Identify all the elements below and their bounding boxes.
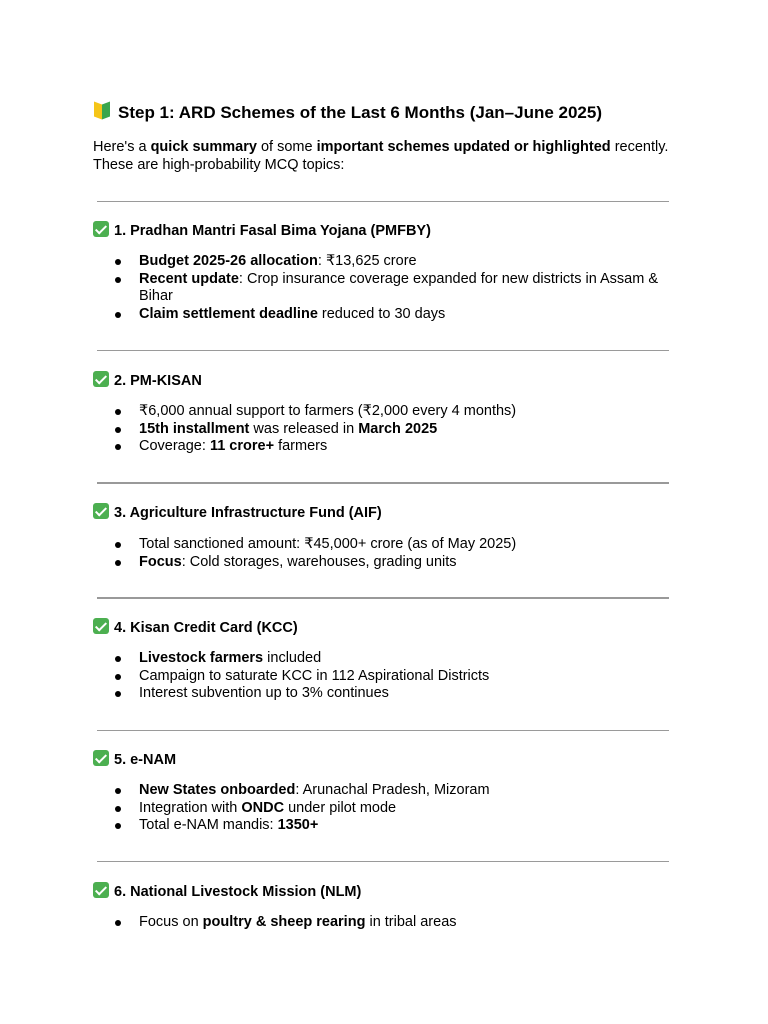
section-heading-pmfby (93, 221, 431, 240)
section-heading-kcc (93, 618, 298, 637)
item-bold: Focus (139, 553, 182, 570)
item-text: included (263, 650, 322, 666)
list-item (115, 536, 675, 554)
check-mark-button-icon (93, 750, 109, 766)
section-title: 6. National Livestock Mission (NLM) (114, 884, 362, 900)
list-item (115, 271, 675, 306)
section-heading-aif (93, 503, 382, 522)
item-text: Total e-NAM mandis: (139, 817, 278, 833)
list-item (115, 438, 675, 456)
item-bold: ONDC (241, 799, 285, 816)
item-text: Campaign to saturate KCC in 112 Aspirational Districts (139, 667, 490, 684)
intro-bold: quick summary (150, 139, 257, 155)
item-text: Integration with (139, 799, 242, 816)
list-item (115, 306, 675, 324)
list-item (115, 554, 675, 572)
divider (97, 350, 669, 351)
section-heading-nlm (93, 882, 361, 901)
item-text: : Arunachal Pradesh, Mizoram (295, 782, 490, 798)
list-item (115, 800, 675, 818)
check-mark-button-icon (93, 618, 109, 634)
page-title (93, 102, 602, 124)
divider (97, 201, 669, 202)
check-mark-button-icon (93, 371, 109, 387)
intro-text: of some (256, 139, 317, 155)
section-title: 2. PM-KISAN (114, 373, 202, 389)
section-title: 4. Kisan Credit Card (KCC) (114, 620, 298, 636)
page-title-text: Step 1: ARD Schemes of the Last 6 Months (Jan–June 2025) (118, 103, 602, 122)
section-title: 1. Pradhan Mantri Fasal Bima Yojana (PMFBY) (114, 223, 431, 239)
divider (97, 597, 669, 599)
intro-text: These are high-probability MCQ topics: (93, 156, 345, 173)
item-text: : ₹13,625 crore (317, 253, 417, 269)
item-bold: Claim settlement deadline (139, 305, 318, 322)
item-bold: 15th installment (139, 420, 250, 437)
intro-bold: important schemes updated or highlighted (316, 139, 611, 155)
item-text: in tribal areas (365, 914, 457, 930)
intro-text: recently. (610, 139, 669, 155)
list-item (115, 650, 675, 668)
item-text: under pilot mode (284, 799, 397, 816)
section-list-aif (115, 536, 675, 571)
check-mark-button-icon (93, 882, 109, 898)
list-item (115, 421, 675, 439)
divider (97, 861, 669, 862)
item-bold: Livestock farmers (139, 650, 264, 666)
item-text: Total sanctioned amount: ₹45,000+ crore (as of May 2025) (139, 536, 517, 552)
list-item (115, 817, 675, 835)
list-item (115, 685, 675, 703)
item-text: ₹6,000 annual support to farmers (₹2,000 every 4 months) (139, 403, 517, 419)
list-item (115, 403, 675, 421)
intro-text: Here's a (93, 139, 151, 155)
section-list-nlm (115, 914, 675, 932)
item-text: Focus on (139, 914, 203, 930)
item-bold: poultry & sheep rearing (202, 914, 366, 930)
item-bold: 11 crore+ (209, 438, 275, 454)
check-mark-button-icon (93, 503, 109, 519)
item-text: was released in (249, 420, 359, 437)
section-heading-pm-kisan (93, 371, 202, 390)
item-text: : Cold storages, warehouses, grading units (181, 553, 457, 570)
section-title: 3. Agriculture Infrastructure Fund (AIF) (114, 505, 382, 521)
list-item (115, 668, 675, 686)
section-list-pmfby (115, 253, 675, 323)
section-heading-enam (93, 750, 176, 769)
list-item (115, 914, 675, 932)
item-text: farmers (274, 438, 328, 454)
item-bold: Budget 2025-26 allocation (139, 253, 318, 269)
section-list-kcc (115, 650, 675, 703)
section-list-pm-kisan (115, 403, 675, 456)
intro-paragraph (93, 139, 693, 174)
item-bold: New States onboarded (139, 782, 296, 798)
item-bold: 1350+ (277, 817, 319, 833)
item-text: : Crop insurance coverage expanded for new districts in Assam & Bihar (139, 270, 659, 304)
section-list-enam (115, 782, 675, 835)
item-text: Interest subvention up to 3% continues (139, 685, 389, 701)
japanese-beginner-symbol-icon (93, 102, 111, 122)
list-item (115, 253, 675, 271)
list-item (115, 782, 675, 800)
item-text: Coverage: (139, 438, 210, 454)
check-mark-button-icon (93, 221, 109, 237)
item-bold: March 2025 (358, 420, 438, 437)
divider (97, 730, 669, 731)
item-text: reduced to 30 days (317, 305, 446, 322)
section-title: 5. e-NAM (114, 752, 177, 768)
item-bold: Recent update (139, 270, 239, 287)
divider (97, 482, 669, 484)
